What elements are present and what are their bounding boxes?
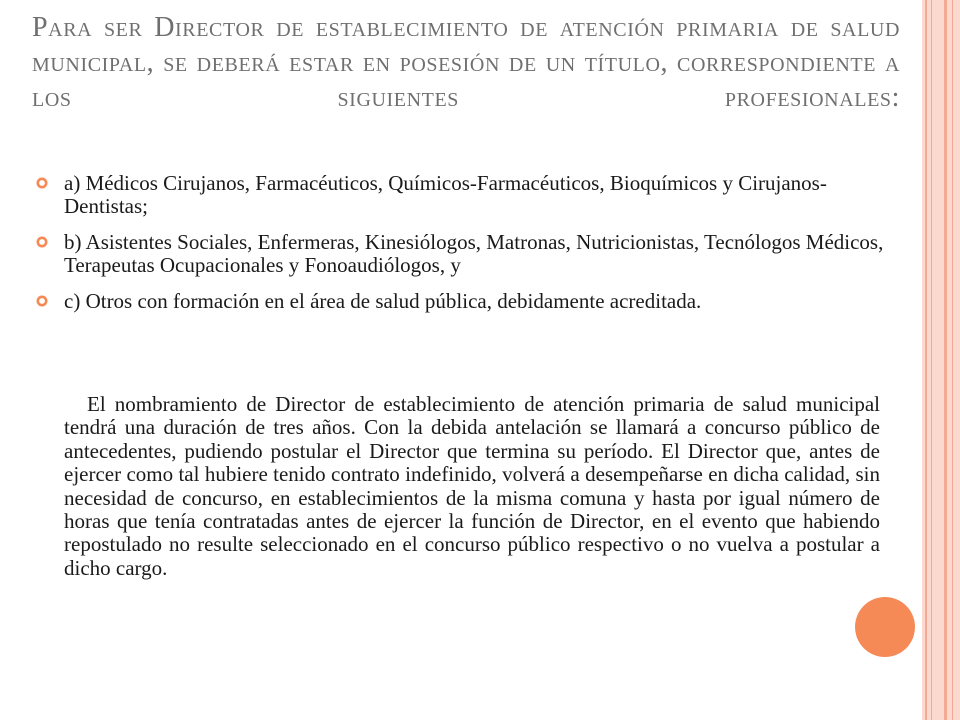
bullet-item [36,231,896,277]
bullet-item [36,172,896,218]
orange-circle-decoration [855,597,915,657]
ring-bullet-icon [36,177,48,189]
body-paragraph: El nombramiento de Director de establecimiento de atención primaria de salud municipal tendrá una duración de tres años. Con la debida antelación se llamará a concurso público de antecedentes, pudiendo postular el Director que termina su período. El Director que, antes de ejercer como tal hubiere tenido contrato indefinido, volverá a desempeñarse en dicha calidad, sin necesidad de concurso, en establecimientos de la misma comuna y hasta por igual número de horas que tenía contratadas antes de ejercer la función de Director, en el evento que habiendo repostulado no resulte seleccionado en el concurso público respectivo o no vuelva a postular a dicho cargo. [64,392,880,580]
right-stripe-line [952,0,953,720]
right-stripe-line [931,0,932,720]
right-stripe-line [925,0,927,720]
bullet-item [36,290,896,313]
slide-title: Para ser Director de establecimiento de atención primaria de salud municipal, se deberá estar en posesión de un título, correspondiente a los siguientes profesionales: [32,12,900,113]
ring-bullet-icon [36,295,48,307]
ring-bullet-icon [36,236,48,248]
right-stripe-background [922,0,960,720]
bullet-list [36,172,896,326]
bullet-text: c) Otros con formación en el área de salud pública, debidamente acreditada. [64,289,702,313]
bullet-text: a) Médicos Cirujanos, Farmacéuticos, Químicos-Farmacéuticos, Bioquímicos y Cirujanos-Dentistas; [64,171,827,218]
right-stripe-line [944,0,947,720]
bullet-text: b) Asistentes Sociales, Enfermeras, Kinesiólogos, Matronas, Nutricionistas, Tecnólogos Médicos, Terapeutas Ocupacionales y Fonoaudiólogos, y [64,230,884,277]
